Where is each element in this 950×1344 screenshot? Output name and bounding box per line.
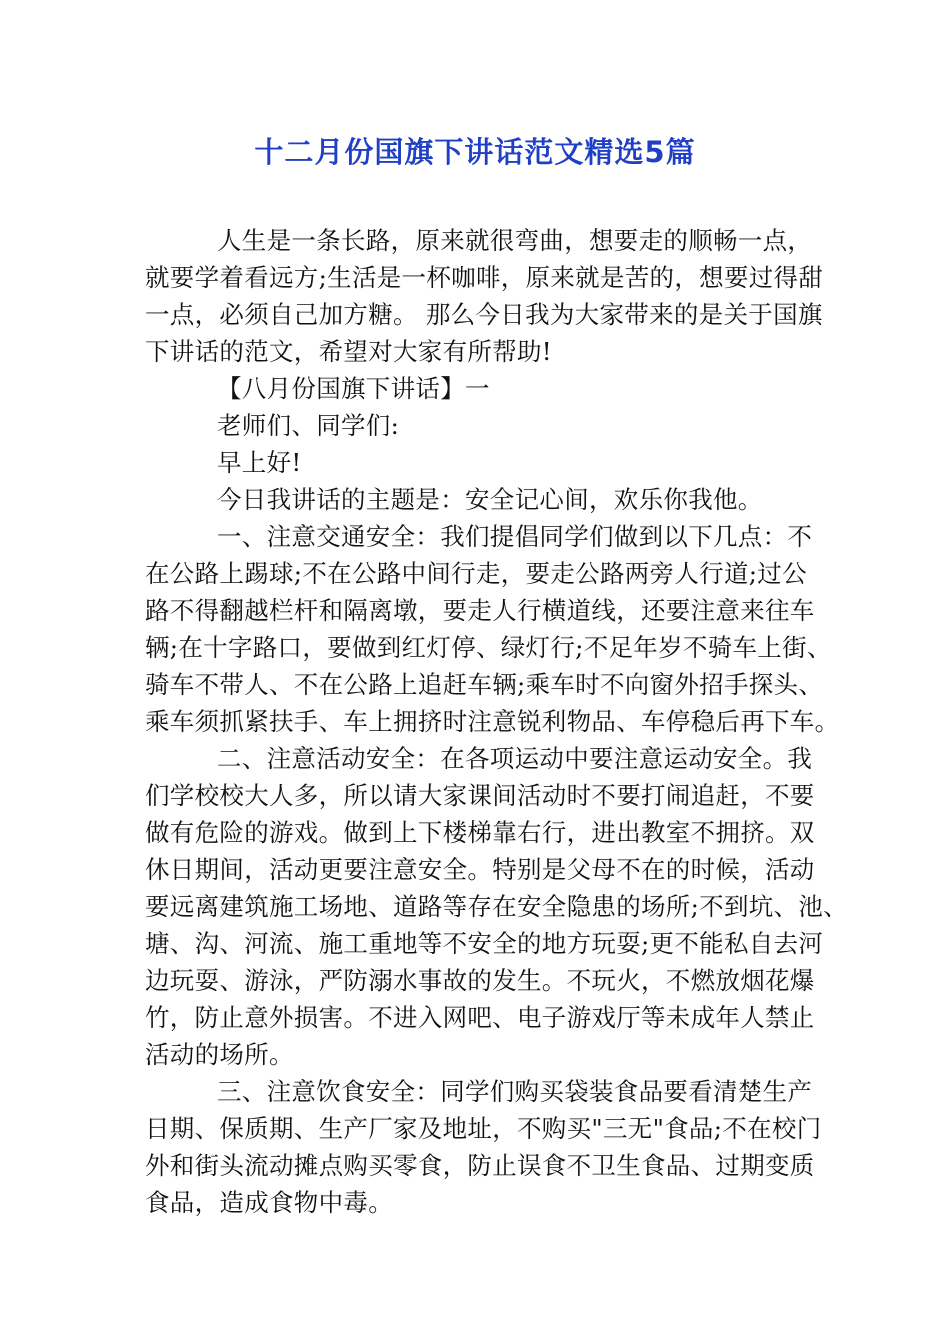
paragraph-line: 乘车须抓紧扶手、车上拥挤时注意锐利物品、车停稳后再下车。 — [145, 707, 840, 736]
paragraph-line: 骑车不带人、不在公路上追赶车辆;乘车时不向窗外招手探头、 — [145, 670, 824, 699]
paragraph-line: 做有危险的游戏。做到上下楼梯靠右行，进出教室不拥挤。双 — [145, 818, 815, 847]
paragraph-line: 路不得翻越栏杆和隔离墩，要走人行横道线，还要注意来往车 — [145, 596, 815, 625]
paragraph-line: 要远离建筑施工场地、道路等存在安全隐患的场所;不到坑、池、 — [145, 892, 848, 921]
paragraph-line: 们学校校大人多，所以请大家课间活动时不要打闹追赶，不要 — [145, 781, 815, 810]
paragraph-line: 下讲话的范文，希望对大家有所帮助! — [145, 337, 552, 366]
greeting-line: 早上好! — [217, 448, 302, 477]
section-heading: 【八月份国旗下讲话】一 — [217, 374, 490, 403]
paragraph-line: 活动的场所。 — [145, 1040, 294, 1069]
paragraph-line: 边玩耍、游泳，严防溺水事故的发生。不玩火，不燃放烟花爆 — [145, 966, 815, 995]
paragraph-line: 竹，防止意外损害。不进入网吧、电子游戏厅等未成年人禁止 — [145, 1003, 815, 1032]
paragraph-line: 食品，造成食物中毒。 — [145, 1188, 393, 1217]
paragraph-line: 人生是一条长路，原来就很弯曲，想要走的顺畅一点， — [217, 226, 813, 255]
paragraph-line: 日期、保质期、生产厂家及地址，不购买"三无"食品;不在校门 — [145, 1114, 822, 1143]
paragraph-line: 一、注意交通安全：我们提倡同学们做到以下几点：不 — [217, 522, 813, 551]
paragraph-line: 休日期间，活动更要注意安全。特别是父母不在的时候，活动 — [145, 855, 815, 884]
document-body — [145, 222, 848, 1221]
paragraph-line: 今日我讲话的主题是：安全记心间，欢乐你我他。 — [217, 485, 763, 514]
paragraph-line: 辆;在十字路口，要做到红灯停、绿灯行;不足年岁不骑车上街、 — [145, 633, 832, 662]
paragraph-line: 二、注意活动安全：在各项运动中要注意运动安全。我 — [217, 744, 813, 773]
paragraph-line: 塘、沟、河流、施工重地等不安全的地方玩耍;更不能私自去河 — [145, 929, 824, 958]
paragraph-line: 外和街头流动摊点购买零食，防止误食不卫生食品、过期变质 — [145, 1151, 815, 1180]
paragraph-line: 在公路上踢球;不在公路中间行走，要走公路两旁人行道;过公 — [145, 559, 807, 588]
salutation-line: 老师们、同学们: — [217, 411, 400, 440]
paragraph-line: 一点，必须自己加方糖。 那么今日我为大家带来的是关于国旗 — [145, 300, 823, 329]
paragraph-line: 就要学着看远方;生活是一杯咖啡，原来就是苦的，想要过得甜 — [145, 263, 824, 292]
document-title: 十二月份国旗下讲话范文精选5篇 — [254, 135, 696, 169]
paragraph-line: 三、注意饮食安全：同学们购买袋装食品要看清楚生产 — [217, 1077, 813, 1106]
